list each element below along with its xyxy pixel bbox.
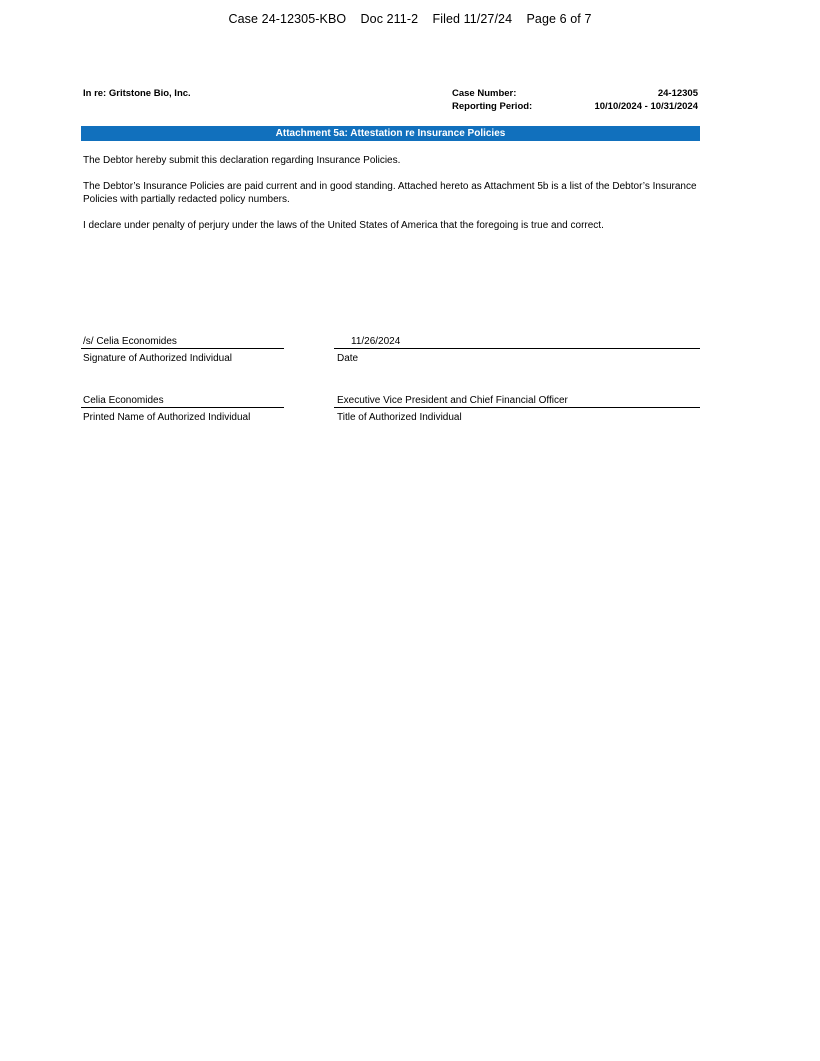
- printed-name-caption: Printed Name of Authorized Individual: [83, 412, 251, 423]
- declaration-paragraph-3: I declare under penalty of perjury under the laws of the United States of America that the foregoing is true and correct.: [83, 220, 604, 231]
- reporting-period-row: [452, 101, 698, 114]
- date-field: [334, 336, 700, 365]
- attachment-banner: Attachment 5a: Attestation re Insurance Policies: [81, 126, 700, 141]
- signature-value: /s/ Celia Economides: [81, 336, 284, 349]
- signature-field: [81, 336, 284, 365]
- printed-name-value: Celia Economides: [81, 395, 284, 408]
- printed-name-field: [81, 395, 284, 424]
- declaration-paragraph-2: The Debtor’s Insurance Policies are paid current and in good standing. Attached hereto as Attachment 5b is a list of the Debtor’s Insurance Policies with partially redacted policy numbers.: [83, 181, 697, 205]
- title-caption: Title of Authorized Individual: [337, 412, 462, 423]
- court-filing-header: Case 24-12305-KBO Doc 211-2 Filed 11/27/24 Page 6 of 7: [228, 12, 592, 26]
- case-number-value: 24-12305: [657, 88, 698, 99]
- declaration-paragraph-1: The Debtor hereby submit this declaration regarding Insurance Policies.: [83, 155, 401, 166]
- case-number-row: [452, 88, 698, 101]
- reporting-period-label: Reporting Period:: [452, 100, 533, 112]
- date-caption: Date: [337, 353, 359, 364]
- date-value: 11/26/2024: [334, 336, 700, 349]
- reporting-period-value: 10/10/2024 - 10/31/2024: [594, 100, 698, 112]
- case-number-label: Case Number:: [452, 88, 517, 99]
- case-caption: In re: Gritstone Bio, Inc.: [83, 88, 191, 99]
- case-meta-block: [452, 88, 698, 113]
- title-value: Executive Vice President and Chief Financial Officer: [334, 395, 700, 408]
- title-field: [334, 395, 700, 424]
- signature-caption: Signature of Authorized Individual: [83, 353, 232, 364]
